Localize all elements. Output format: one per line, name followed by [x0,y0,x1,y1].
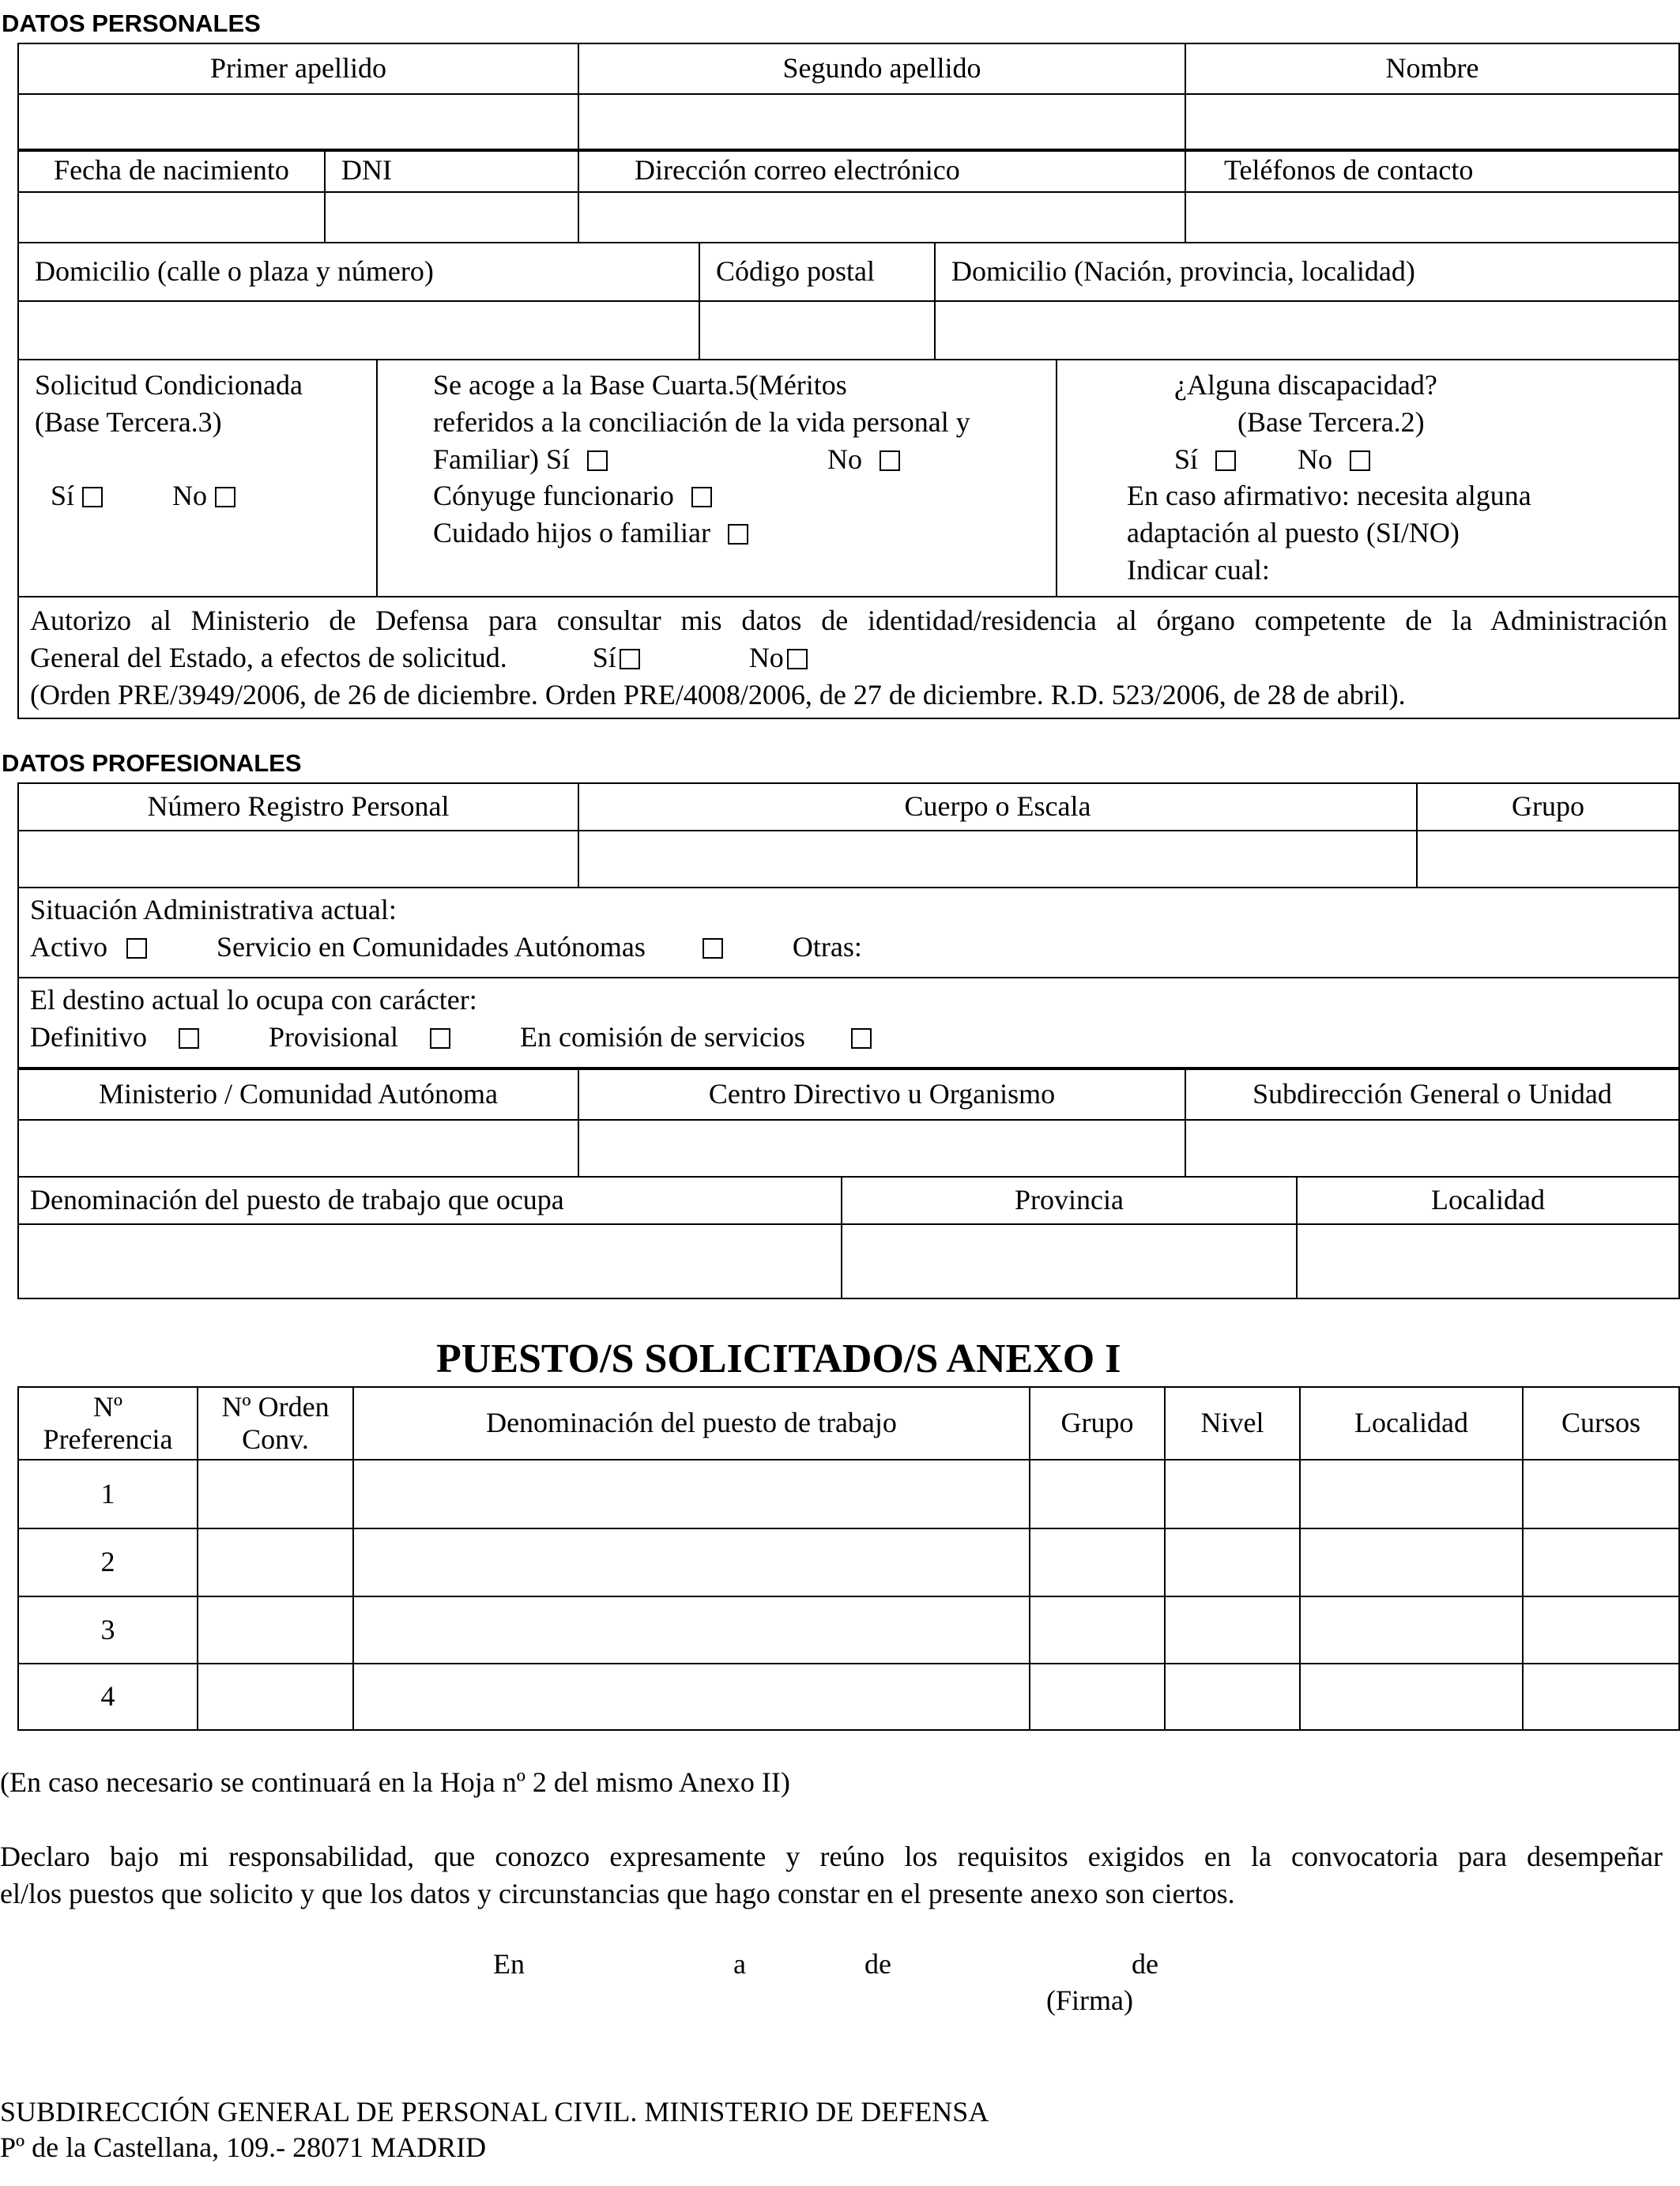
comision-label: En comisión de servicios [520,1020,805,1053]
autorizo-si-label: Sí [592,641,616,673]
input-cursos[interactable] [1523,1460,1679,1528]
autorizo-line-2: General del Estado, a efectos de solicitud. [30,641,507,673]
input-primer-apellido[interactable] [18,94,578,151]
input-localidad[interactable] [1300,1664,1523,1730]
solicitud-line-1: Solicitud Condicionada [35,369,303,401]
input-localidad[interactable] [1300,1460,1523,1528]
autorizo-si-checkbox[interactable] [620,649,640,669]
cell-autorizo [18,597,1679,718]
input-localidad[interactable] [1297,1224,1679,1298]
input-provincia[interactable] [842,1224,1297,1298]
declaro-line-1: Declaro bajo mi responsabilidad, que conozco expresamente y reúno los requisitos exigidos en la convocatoria para desempeñar [0,1841,1663,1872]
cuidado-checkbox[interactable] [728,524,748,545]
header-preferencia [18,1387,198,1460]
input-orden[interactable] [198,1664,353,1730]
lugar-en: En [493,1948,525,1980]
header-grupo: Grupo [1030,1387,1165,1460]
input-segundo-apellido[interactable] [578,94,1185,151]
input-correo[interactable] [578,192,1185,243]
input-telefonos[interactable] [1185,192,1679,243]
puestos-table [17,1386,1680,1731]
header-cursos: Cursos [1523,1387,1679,1460]
activo-label: Activo [30,930,107,963]
label-subdireccion: Subdirección General o Unidad [1185,1069,1679,1120]
header-localidad: Localidad [1300,1387,1523,1460]
personal-table-2 [17,149,1680,243]
disc-no-label: No [1298,443,1333,475]
input-nombre[interactable] [1185,94,1679,151]
header-preferencia-line-1: Nº [92,1390,123,1423]
disc-line-3: En caso afirmativo: necesita alguna [1127,480,1531,512]
cell-destino [18,978,1679,1068]
profesional-table-1 [17,782,1680,1069]
fecha-de-2: de [1132,1948,1158,1980]
input-domicilio-nacion[interactable] [935,301,1679,360]
input-fecha-nacimiento[interactable] [18,192,325,243]
label-centro: Centro Directivo u Organismo [578,1069,1185,1120]
header-orden [198,1387,353,1460]
input-nivel[interactable] [1165,1664,1300,1730]
disc-si-label: Sí [1174,443,1199,475]
autorizo-line-1: Autorizo al Ministerio de Defensa para consultar mis datos de identidad/residencia al órgano competente de la Administración [30,605,1667,636]
autorizo-line-3: (Orden PRE/3949/2006, de 26 de diciembre. Orden PRE/4008/2006, de 27 de diciembre. R.D. 523/2006, de 28 de abril). [30,678,1406,710]
input-ministerio[interactable] [18,1120,578,1177]
label-grupo: Grupo [1417,783,1679,831]
label-telefonos: Teléfonos de contacto [1185,149,1679,192]
puestos-title: PUESTO/S SOLICITADO/S ANEXO I [436,1336,1121,1381]
input-cursos[interactable] [1523,1664,1679,1730]
label-fecha-nacimiento: Fecha de nacimiento [18,149,325,192]
provisional-label: Provisional [268,1020,398,1053]
input-grupo[interactable] [1030,1460,1165,1528]
input-denominacion[interactable] [353,1664,1030,1730]
input-orden[interactable] [198,1528,353,1596]
cell-base-cuarta [377,360,1057,597]
input-centro[interactable] [578,1120,1185,1177]
label-nrp: Número Registro Personal [18,783,578,831]
row-preferencia: 1 [18,1460,198,1528]
input-denominacion[interactable] [353,1596,1030,1664]
cell-solicitud-condicionada [18,360,377,597]
destino-label: El destino actual lo ocupa con carácter: [30,984,477,1016]
input-orden[interactable] [198,1460,353,1528]
header-nivel: Nivel [1165,1387,1300,1460]
row-preferencia: 4 [18,1664,198,1730]
organismo-line-1: SUBDIRECCIÓN GENERAL DE PERSONAL CIVIL. MINISTERIO DE DEFENSA [0,2096,989,2128]
profesional-table-2 [17,1069,1680,1178]
fecha-a: a [733,1948,746,1980]
input-nivel[interactable] [1165,1596,1300,1664]
disc-no-checkbox[interactable] [1350,450,1370,471]
label-provincia: Provincia [842,1177,1297,1224]
comision-checkbox[interactable] [851,1028,872,1049]
base-si-label: Familiar) Sí [433,443,570,475]
input-dni[interactable] [325,192,578,243]
autorizo-no-label: No [748,641,784,673]
base-line-2: referidos a la conciliación de la vida personal y [433,405,970,438]
continuacion-note: (En caso necesario se continuará en la Hoja nº 2 del mismo Anexo II) [0,1766,790,1798]
servicio-ca-label: Servicio en Comunidades Autónomas [216,930,646,963]
solicitud-si-checkbox[interactable] [82,487,103,507]
personal-table-3 [17,242,1680,360]
solicitud-line-2: (Base Tercera.3) [35,405,222,438]
conyuge-label: Cónyuge funcionario [433,480,674,512]
label-domicilio-nacion: Domicilio (Nación, provincia, localidad) [935,243,1679,301]
personal-table-1 [17,43,1680,152]
input-cursos[interactable] [1523,1528,1679,1596]
label-segundo-apellido: Segundo apellido [578,43,1185,94]
label-denominacion-ocupa: Denominación del puesto de trabajo que ocupa [18,1177,842,1224]
table-row [18,1460,1679,1528]
label-domicilio-calle: Domicilio (calle o plaza y número) [18,243,699,301]
declaracion [0,1838,1663,1913]
disc-si-checkbox[interactable] [1215,450,1236,471]
header-orden-line-2: Conv. [242,1423,309,1455]
input-nivel[interactable] [1165,1460,1300,1528]
label-nombre: Nombre [1185,43,1679,94]
label-cuerpo: Cuerpo o Escala [578,783,1417,831]
personal-table-4 [17,359,1680,719]
definitivo-label: Definitivo [30,1020,147,1053]
disc-line-5: Indicar cual: [1127,553,1270,586]
input-denominacion[interactable] [353,1528,1030,1596]
cell-discapacidad [1057,360,1679,597]
input-subdireccion[interactable] [1185,1120,1679,1177]
label-codigo-postal: Código postal [699,243,935,301]
base-line-1: Se acoge a la Base Cuarta.5(Méritos [433,369,847,401]
section-heading-profesionales: DATOS PROFESIONALES [2,749,302,777]
header-orden-line-1: Nº Orden [221,1390,330,1423]
declaro-line-2: el/los puestos que solicito y que los datos y circunstancias que hago constar en el presente anexo son ciertos. [0,1877,1235,1909]
label-localidad: Localidad [1297,1177,1679,1224]
input-localidad[interactable] [1300,1528,1523,1596]
input-denominacion[interactable] [353,1460,1030,1528]
input-grupo[interactable] [1030,1664,1165,1730]
table-row [18,1664,1679,1730]
input-grupo[interactable] [1417,831,1679,888]
input-cuerpo[interactable] [578,831,1417,888]
autorizo-no-checkbox[interactable] [787,649,808,669]
section-heading-personales: DATOS PERSONALES [2,9,261,37]
cell-situacion [18,888,1679,978]
row-preferencia: 3 [18,1596,198,1664]
input-nrp[interactable] [18,831,578,888]
table-row [18,1596,1679,1664]
header-preferencia-line-2: Preferencia [43,1423,173,1455]
input-orden[interactable] [198,1596,353,1664]
table-row [18,1528,1679,1596]
label-correo: Dirección correo electrónico [578,149,1185,192]
label-dni: DNI [325,149,578,192]
definitivo-checkbox[interactable] [179,1028,199,1049]
input-grupo[interactable] [1030,1528,1165,1596]
label-primer-apellido: Primer apellido [18,43,578,94]
disc-line-1: ¿Alguna discapacidad? [1174,369,1437,401]
input-codigo-postal[interactable] [699,301,935,360]
servicio-ca-checkbox[interactable] [703,938,723,959]
activo-checkbox[interactable] [126,938,147,959]
solicitud-si-label: Sí [51,479,75,511]
input-cursos[interactable] [1523,1596,1679,1664]
situacion-label: Situación Administrativa actual: [30,894,397,925]
input-denominacion-ocupa[interactable] [18,1224,842,1298]
base-no-label: No [827,443,862,475]
disc-line-4: adaptación al puesto (SI/NO) [1127,517,1460,549]
base-no-checkbox[interactable] [880,450,900,471]
input-localidad[interactable] [1300,1596,1523,1664]
organismo-line-2: Pº de la Castellana, 109.- 28071 MADRID [0,2131,487,2163]
row-preferencia: 2 [18,1528,198,1596]
firma-label: (Firma) [1046,1984,1133,2016]
input-grupo[interactable] [1030,1596,1165,1664]
provisional-checkbox[interactable] [430,1028,450,1049]
otras-label: Otras: [792,930,862,963]
disc-line-2: (Base Tercera.2) [1237,405,1425,438]
conyuge-checkbox[interactable] [691,487,712,507]
organismo [0,2094,989,2165]
cuidado-label: Cuidado hijos o familiar [433,517,710,549]
input-domicilio-calle[interactable] [18,301,699,360]
profesional-table-3 [17,1176,1680,1299]
solicitud-no-label: No [172,479,208,511]
header-denominacion: Denominación del puesto de trabajo [353,1387,1030,1460]
input-nivel[interactable] [1165,1528,1300,1596]
solicitud-no-checkbox[interactable] [215,487,235,507]
label-ministerio: Ministerio / Comunidad Autónoma [18,1069,578,1120]
base-si-checkbox[interactable] [587,450,608,471]
fecha-de-1: de [864,1948,891,1980]
